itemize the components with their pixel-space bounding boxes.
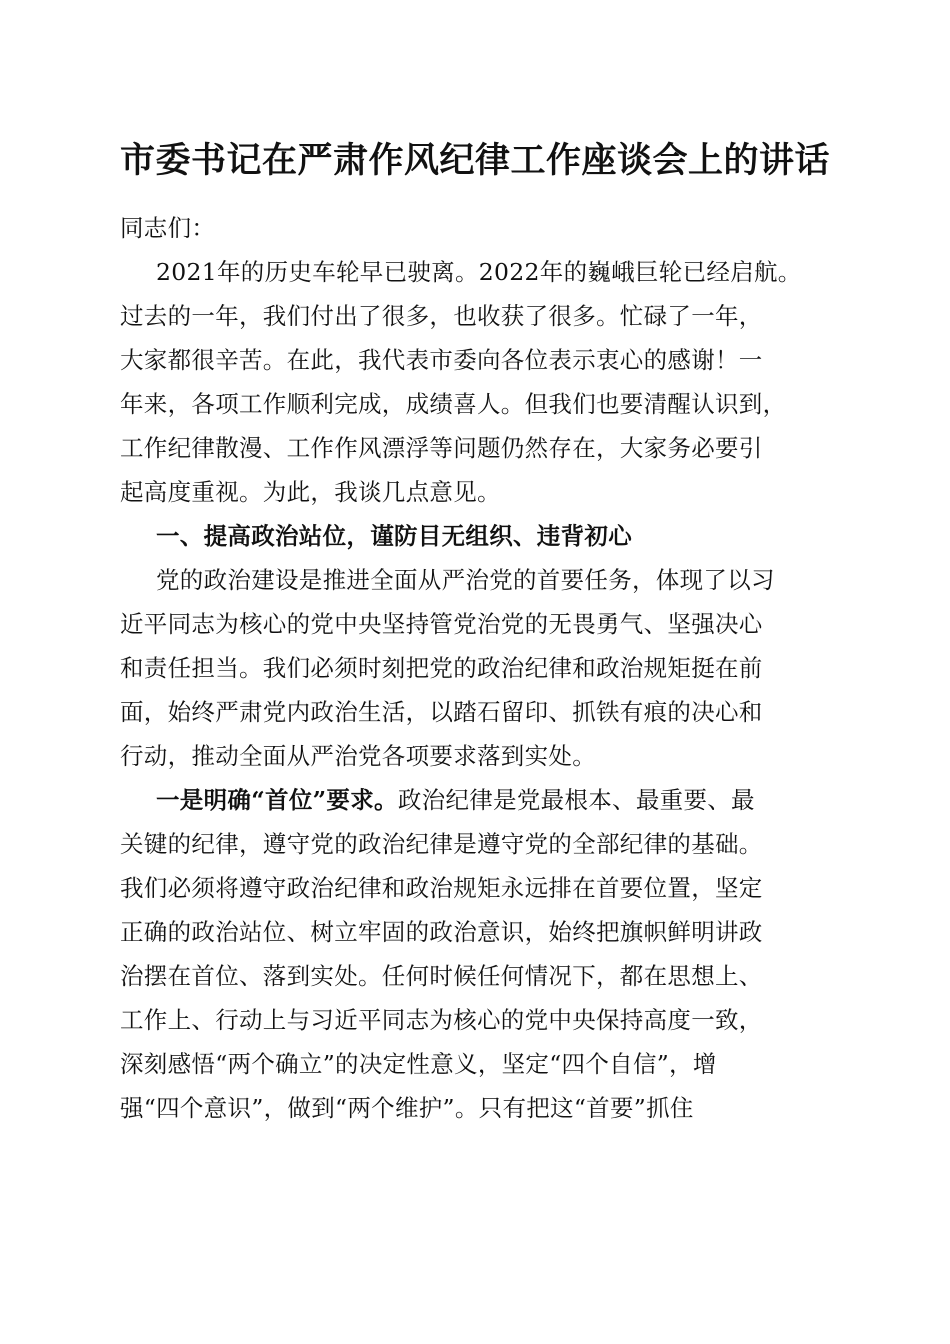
point1-line: 工作上、行动上与习近平同志为核心的党中央保持高度一致， [120, 1006, 763, 1034]
section1-line: 行动，推动全面从严治党各项要求落到实处。 [120, 742, 596, 770]
intro-line: 年来，各项工作顺利完成，成绩喜人。但我们也要清醒认识到， [120, 390, 787, 418]
intro-line: 工作纪律散漫、工作作风漂浮等问题仍然存在，大家务必要引 [120, 434, 763, 462]
point1-line: 强“四个意识”，做到“两个维护”。只有把这“首要”抓住 [120, 1094, 694, 1122]
point1-lead: 一是明确“首位”要求。 [156, 786, 398, 814]
intro-line: 过去的一年，我们付出了很多，也收获了很多。忙碌了一年， [120, 302, 763, 330]
intro-line: 大家都很辛苦。在此，我代表市委向各位表示衷心的感谢！一 [120, 346, 763, 374]
intro-line: 起高度重视。为此，我谈几点意见。 [120, 478, 501, 506]
point1-line: 深刻感悟“两个确立”的决定性意义，坚定“四个自信”，增 [120, 1050, 717, 1078]
salutation: 同志们： [120, 214, 216, 242]
point1-line: 我们必须将遵守政治纪律和政治规矩永远排在首要位置，坚定 [120, 874, 763, 902]
point1-line: 关键的纪律，遵守党的政治纪律是遵守党的全部纪律的基础。 [120, 830, 763, 858]
section-heading-1: 一、提高政治站位，谨防目无组织、违背初心 [156, 522, 632, 550]
point1-text: 政治纪律是党最根本、最重要、最 [397, 786, 755, 814]
point1-line: 正确的政治站位、树立牢固的政治意识，始终把旗帜鲜明讲政 [120, 918, 763, 946]
point1-first-line [156, 782, 755, 818]
section1-line: 面，始终严肃党内政治生活，以踏石留印、抓铁有痕的决心和 [120, 698, 763, 726]
section1-line: 和责任担当。我们必须时刻把党的政治纪律和政治规矩挺在前 [120, 654, 763, 682]
section1-line: 党的政治建设是推进全面从严治党的首要任务，体现了以习 [156, 566, 775, 594]
section1-line: 近平同志为核心的党中央坚持管党治党的无畏勇气、坚强决心 [120, 610, 763, 638]
document-title: 市委书记在严肃作风纪律工作座谈会上的讲话 [119, 140, 830, 181]
intro-line: 2021年的历史车轮早已驶离。2022年的巍峨巨轮已经启航。 [156, 258, 802, 286]
point1-line: 治摆在首位、落到实处。任何时候任何情况下，都在思想上、 [120, 962, 763, 990]
